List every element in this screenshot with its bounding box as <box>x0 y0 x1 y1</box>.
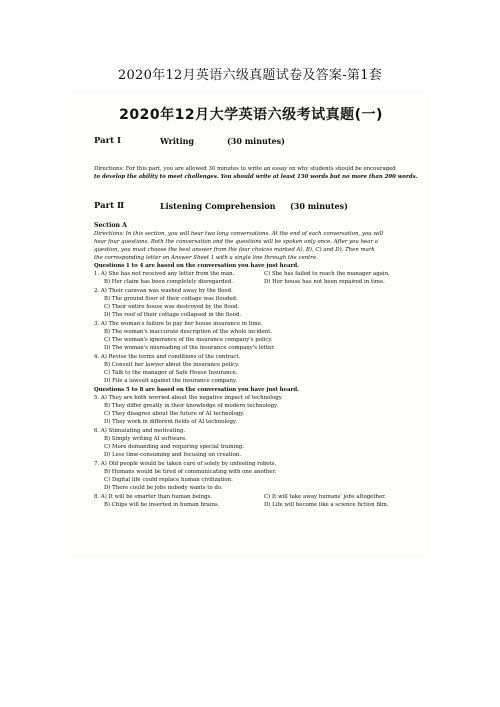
part2-label: Part Ⅱ <box>94 201 125 211</box>
part2-time: (30 minutes) <box>290 201 348 211</box>
question-option: C) More demanding and requiring special training. <box>104 444 244 450</box>
question-option: 2. A) Their caravan was washed away by the flood. <box>94 288 233 294</box>
question-option: 4. A) Revise the terms and conditions of the contract. <box>94 354 241 360</box>
question-option: C) It will take away humans' jobs altogether. <box>264 494 386 500</box>
question-option: D) Life will become like a science fiction film. <box>264 502 389 508</box>
part1-directions-line1: Directions: For this part, you are allowed 30 minutes to write an essay on why students should be encouraged <box>94 166 396 172</box>
exam-title: 2020年12月大学英语六级考试真题(一) <box>119 107 383 123</box>
question-option: C) Digital life could replace human civilization. <box>104 477 233 483</box>
questions-header: Questions 1 to 4 are based on the conversation you have just heard. <box>94 263 300 269</box>
question-option: C) The woman's ignorance of the insurance company's policy. <box>104 337 273 343</box>
section-a-directions-line: question, you must choose the best answer from the four choices marked A), B), C) and D). Then mark <box>94 247 375 253</box>
question-option: D) Less time-consuming and focusing on creation. <box>104 452 242 458</box>
question-option: 6. A) Stimulating and motivating. <box>94 428 186 434</box>
question-option: B) The woman's inaccurate description of the whole incident. <box>104 329 273 335</box>
scanned-exam-page <box>72 90 430 558</box>
question-option: D) Her house has not been repaired in time. <box>264 279 385 285</box>
question-option: 3. A) The woman's failure to pay her house insurance in time. <box>94 321 263 327</box>
section-a-directions-line: the corresponding letter on Answer Sheet 1 with a single line through the centre. <box>94 255 318 261</box>
question-option: C) She has failed to reach the manager again. <box>264 271 390 277</box>
part1-label: Part Ⅰ <box>94 136 122 146</box>
question-option: B) They differ greatly in their knowledge of modern technology. <box>104 403 279 409</box>
question-option: B) Her claim has been completely disregarded. <box>104 279 233 285</box>
section-a-heading: Section A <box>94 222 127 229</box>
part1-name: Writing <box>160 136 195 146</box>
section-a-directions-line: Directions: In this section, you will hear two long conversations. At the end of each conversation, you will <box>94 231 384 237</box>
question-option: 8. A) It will be smarter than human beings. <box>94 494 213 500</box>
part2-name: Listening Comprehension <box>160 201 276 211</box>
question-option: 7. A) Old people would be taken care of solely by unfeeling robots. <box>94 461 277 467</box>
question-option: B) Chips will be inserted in human brains. <box>104 502 220 508</box>
question-option: C) Their entire house was destroyed by the flood. <box>104 304 240 310</box>
question-option: D) They work in different fields of AI technology. <box>104 419 237 425</box>
part1-time: (30 minutes) <box>227 136 285 146</box>
question-option: B) Humans would be tired of communicating with one another. <box>104 469 277 475</box>
part1-directions-line2: to develop the ability to meet challenges. You should write at least 150 words but no more than 200 words. <box>94 174 418 180</box>
questions-header: Questions 5 to 8 are based on the conversation you have just heard. <box>94 387 300 393</box>
section-a-directions-line: hear four questions. Both the conversation and the questions will be spoken only once. After you hear a <box>94 239 378 245</box>
question-option: B) The ground floor of their cottage was flooded. <box>104 296 238 302</box>
question-option: 1. A) She has not received any letter from the man. <box>94 271 235 277</box>
question-option: B) Simply writing AI software. <box>104 436 187 442</box>
question-option: D) The roof of their cottage collapsed in the flood. <box>104 312 242 318</box>
question-option: B) Consult her lawyer about the insurance policy. <box>104 362 240 368</box>
question-option: D) File a lawsuit against the insurance company. <box>104 378 237 384</box>
question-option: D) The woman's misreading of the insurance company's letter. <box>104 345 275 351</box>
question-option: D) There could be jobs nobody wants to do. <box>104 485 223 491</box>
question-option: C) Talk to the manager of Safe House Insurance. <box>104 370 238 376</box>
question-option: C) They disagree about the future of AI technology. <box>104 411 245 417</box>
page-title: 2020年12月英语六级真题试卷及答案-第1套 <box>117 68 383 83</box>
question-option: 5. A) They are both worried about the negative impact of technology. <box>94 395 283 401</box>
